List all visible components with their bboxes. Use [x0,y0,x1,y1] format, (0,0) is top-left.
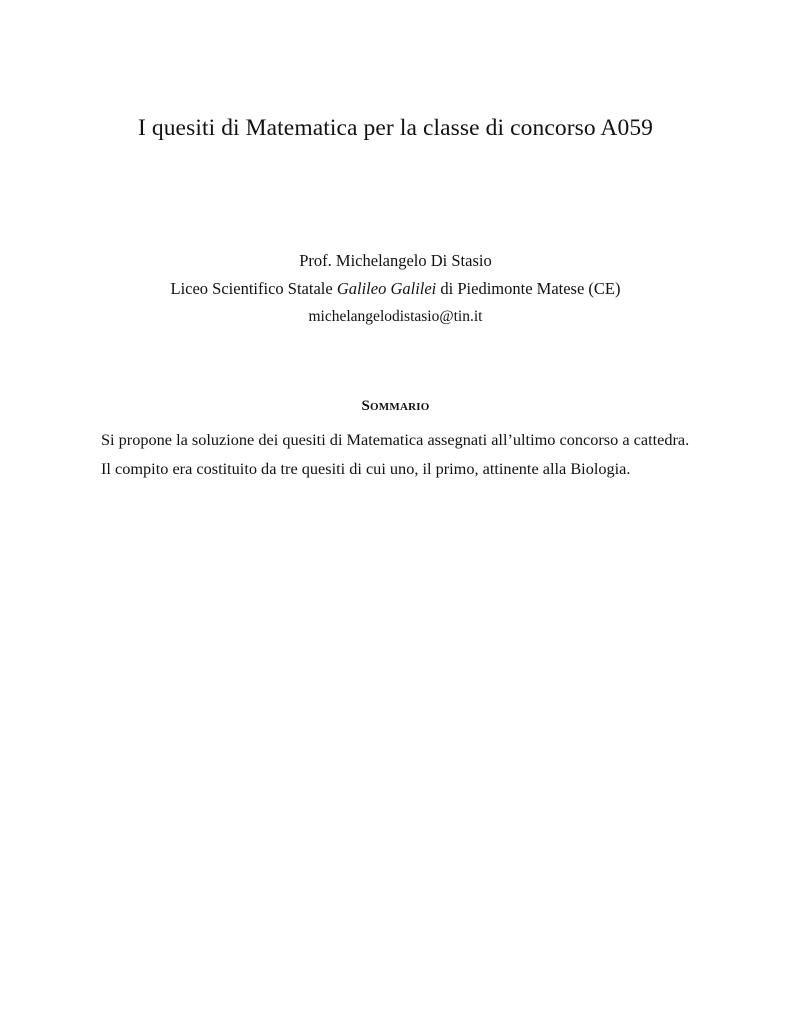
summary-heading [40,398,751,415]
affiliation-school: Galileo Galilei [336,279,437,298]
affiliation-suffix: di Piedimonte Matese (CE) [436,279,621,298]
paper-title: I quesiti di Matematica per la classe di concorso A059 [137,115,654,141]
summary-heading-rest: OMMARIO [370,401,430,413]
summary-heading-initial: S [361,398,371,414]
author-block [40,247,751,331]
author-affiliation [40,275,751,303]
author-email: michelangelodistasio@tin.it [308,308,483,325]
summary-text: Si propone la soluzione dei quesiti di Matematica assegnati all’ultimo concorso a cattedra. Il compito era costituito da tre quesiti di cui uno, il primo, attinente alla Biologia. [101,430,690,478]
author-name: Prof. Michelangelo Di Stasio [299,251,492,270]
affiliation-prefix: Liceo Scientifico Statale [170,279,337,298]
